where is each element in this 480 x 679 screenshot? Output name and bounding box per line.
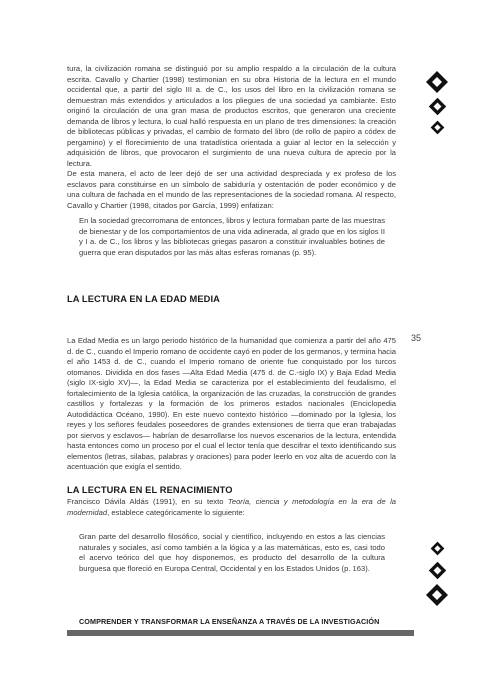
ornament-group-bottom — [420, 541, 454, 607]
book-title-italic: Teoría, ciencia y metodología en la era de la modernidad — [67, 497, 396, 517]
paragraph-davila — [67, 497, 396, 518]
paragraph-edad-media — [67, 336, 396, 473]
paragraph-roman-culture — [67, 64, 396, 169]
quote-text: En la sociedad grecorromana de entonces, libros y lectura formaban parte de las muestras de bienestar y de los comportamientos de una vida adinerada, al grado que en los siglos II y I a. de C., los libros y las bibliotecas griegas pasaron a constituir invaluables botines de guerra que eran disputados por las más altas esferas romanas (p. 95). — [79, 216, 385, 257]
diamond-ornament-icon — [428, 97, 447, 116]
paragraph-text-start: Francisco Dávila Aldás (1991), en su texto — [67, 497, 228, 506]
paragraph-reading-symbol — [67, 169, 396, 211]
footer-rule — [67, 630, 414, 636]
paragraph-text: tura, la civilización romana se distinguió por su amplio respaldo a la circulación de la cultura escrita. Cavallo y Chartier (1998) testimonian en su obra Historia de la lectura en el mundo occidental que, a partir del siglo III a. de C., los usos del libro en la civilización romana se demuestran más extendidos y articulados a los pliegues de una sociedad ya cambiante. Esto originó la circulación de una gran masa de productos escritos, que generaron una creciente demanda de libros y lectura, lo cual halló respuesta en un plano de tres dimensiones: la creación de bibliotecas públicas y privadas, el cambio de formato del libro (de rollo de papiro a códex de pergamino) y el florecimiento de una tratadística orientada a guiar al lector en la selección y adquisición de libros, que provocaron el surgimiento de una nueva cultura de aprecio por la lectura. — [67, 64, 396, 168]
ornament-group-top — [420, 70, 454, 135]
diamond-ornament-icon — [425, 583, 449, 607]
block-quote-davila — [79, 532, 385, 574]
diamond-ornament-icon — [430, 120, 445, 135]
quote-text: Gran parte del desarrollo filosófico, social y científico, incluyendo en estos a las ciencias naturales y sociales, así como también a la lógica y a las matemáticas, esto es, casi todo el acervo teórico del que hoy disponemos, es producto del desarrollo de la cultura burguesa que floreció en Europa Central, Occidental y en los Estados Unidos (p. 163). — [79, 532, 385, 573]
diamond-ornament-icon — [430, 541, 445, 556]
page-number: 35 — [411, 333, 422, 343]
paragraph-text-end: , establece categóricamente lo siguiente: — [107, 507, 245, 517]
paragraph-text: La Edad Media es un largo periodo histórico de la humanidad que comienza a partir del año 475 d. de C., cuando el Imperio romano de occidente cayó en poder de los germanos, y termina hacia el año 1453 d. de C., cuando el Imperio romano de oriente fue conquistado por los turcos otomanos. Dividida en dos fases —Alta Edad Media (475 d. de C.-siglo IX) y Baja Edad Media (siglo IX-siglo XV)—, la Edad Media se caracteriza por el establecimiento del feudalismo, el fortalecimiento de la Iglesia católica, la organización de las cruzadas, la construcción de grandes castillos y fortalezas y la formación de los primeros estados nacionales (Enciclopedia Autodidáctica Océano, 1990). En este nuevo contexto histórico —dominado por la Iglesia, los reyes y los señores feudales poseedores de grandes extensiones de tierra que eran trabajadas por siervos y esclavos— habrían de desarrollarse los nuevos escenarios de la lectura, entendida hasta entonces como un proceso por el cual el lector tenía que descifrar el texto identificando sus elementos (letras, silabas, palabras y oraciones) para poder leerlo en voz alta de acuerdo con la acentuación que exigía el sentido. — [67, 336, 396, 471]
block-quote-cavallo — [79, 216, 385, 258]
diamond-ornament-icon — [428, 561, 447, 580]
running-footer-title: COMPRENDER Y TRANSFORMAR LA ENSEÑANZA A TRAVÉS DE LA INVESTIGACIÓN — [79, 617, 380, 626]
paragraph-text: De esta manera, el acto de leer dejó de ser una actividad despreciada y ex profeso de los esclavos para constituirse en un símbolo de sabiduría y ostentación de poder económico y de una cultura de fachada en el mundo de las representaciones de la sociedad romana. Al respecto, Cavallo y Chartier (1998, citados por García, 1999) enfatizan: — [67, 169, 396, 210]
diamond-ornament-icon — [425, 70, 449, 94]
section-heading-renacimiento: LA LECTURA EN EL RENACIMIENTO — [67, 485, 233, 495]
section-heading-edad-media: LA LECTURA EN LA EDAD MEDIA — [67, 294, 220, 304]
paragraph-text — [67, 497, 396, 518]
